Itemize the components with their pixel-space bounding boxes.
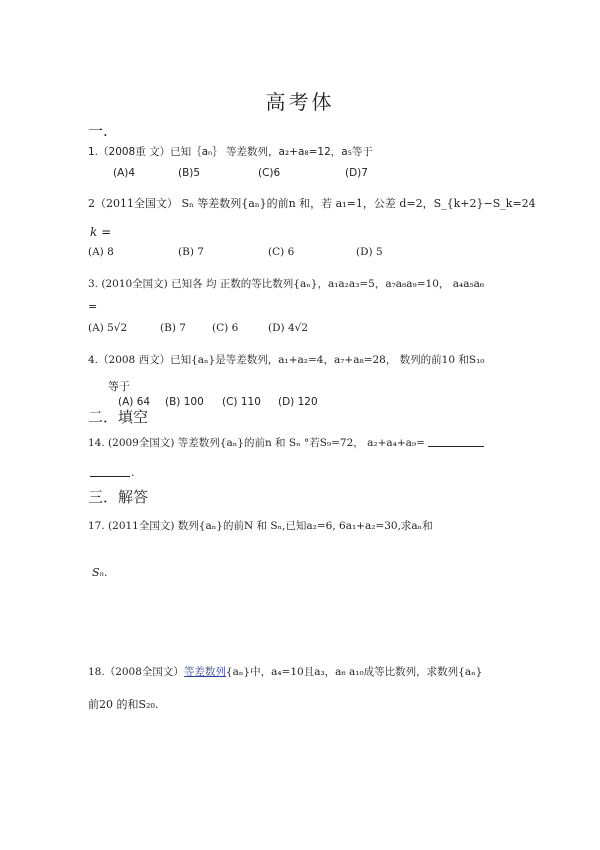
q14-stem xyxy=(88,435,484,450)
q4-stem: 4.（2008 西文）已知{aₙ}是等差数列，a₁+a₂=4，a₇+a₈=28， 数列的前10 和S₁₀ xyxy=(88,354,485,366)
q18-arithmetic-sequence-link[interactable]: 等差数列 xyxy=(183,666,226,678)
q2-option-a: (A) 8 xyxy=(88,246,114,258)
q14-answer-blank[interactable] xyxy=(428,436,484,447)
q3-option-a: (A) 5√2 xyxy=(88,322,128,334)
q2-stem: 2（2011全国文） Sₙ 等差数列{aₙ}的前n 和，若 a₁=1，公差 d=2，S_{k+2}−S_k=24 xyxy=(88,197,536,210)
q4-option-d: (D) 120 xyxy=(278,396,318,408)
section-three-heading: 三．解答 xyxy=(88,488,149,506)
q18-stem-prefix: 18.（2008全国文） xyxy=(88,666,184,678)
q17-stem: 17. (2011全国文) 数列{aₙ}的前N 和 Sₙ,已知a₂=6, 6a₁+a₂=30,求aₙ和 xyxy=(88,520,433,532)
q2-option-b: (B) 7 xyxy=(178,246,204,258)
q14-answer-blank-continued[interactable] xyxy=(90,476,130,477)
page-title: 高考体 xyxy=(265,90,335,114)
q4-sub-text: 等于 xyxy=(108,380,130,393)
q4-option-b: (B) 100 xyxy=(165,396,204,408)
q4-option-c: (C) 110 xyxy=(222,396,261,408)
q17-tail: Sₙ. xyxy=(92,566,108,579)
q3-option-d: (D) 4√2 xyxy=(268,322,309,334)
q3-stem: 3. (2010全国文) 已知各 均 正数的等比数列{aₙ}，a₁a₂a₃=5，a₇a₈a₉=10， a₄a₅a₆ xyxy=(88,278,485,290)
q18-stem-suffix: {aₙ}中，a₄=10且a₃，a₆ a₁₀成等比数列，求数列{aₙ} xyxy=(225,666,483,678)
q2-option-d: (D) 5 xyxy=(356,246,383,258)
q3-option-b: (B) 7 xyxy=(160,322,186,334)
q1-option-a: (A)4 xyxy=(113,167,136,179)
q3-option-c: (C) 6 xyxy=(212,322,239,334)
q3-sub-text: = xyxy=(88,300,98,313)
q18-tail: 前20 的和S₂₀. xyxy=(88,698,159,711)
q1-option-b: (B)5 xyxy=(178,167,201,179)
section-two-heading: 二．填空 xyxy=(88,408,149,426)
q18-stem xyxy=(88,664,482,679)
q1-option-c: (C)6 xyxy=(258,167,281,179)
q4-option-a: (A) 64 xyxy=(118,396,151,408)
q2-option-c: (C) 6 xyxy=(268,246,295,258)
q1-option-d: (D)7 xyxy=(345,167,368,179)
q1-stem: 1.（2008重 文）已知｛aₙ｝ 等差数列，a₂+a₈=12，a₅等于 xyxy=(88,146,373,158)
q14-stem-text: 14. (2009全国文) 等差数列{aₙ}的前n 和 Sₙ °若S₉=72， a₂+a₄+a₉= xyxy=(88,437,425,449)
section-one-heading: 一. xyxy=(88,122,108,140)
q14-tail: . xyxy=(131,466,135,479)
q2-sub-text: k = xyxy=(90,225,112,239)
